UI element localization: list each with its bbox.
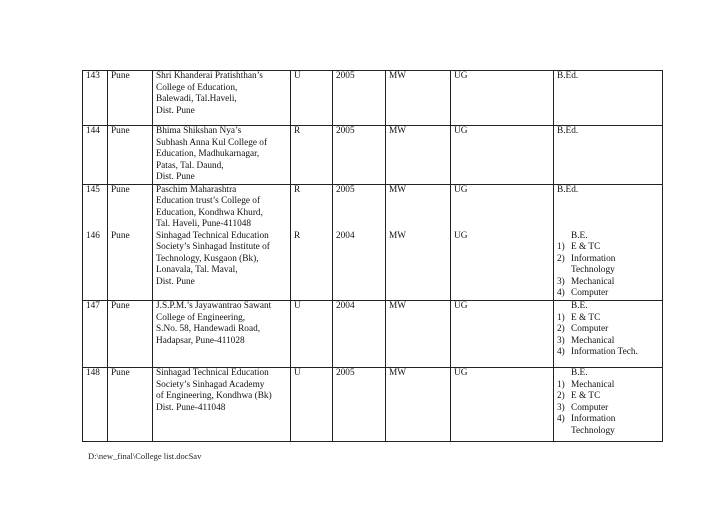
level-cell: UG <box>451 71 554 126</box>
course-item: 2) E & TC <box>557 391 601 401</box>
course-cell <box>554 368 663 442</box>
type-cell: MW <box>386 184 451 231</box>
college-name-cell: Sinhagad Technical Education Society’s Sinhagad Academy of Engineering, Kondhwa (Bk) Dist. Pune-411048 <box>153 368 291 442</box>
course-item: 3) Computer <box>557 402 609 413</box>
area-cell: R <box>291 126 333 185</box>
level-cell: UG <box>451 301 554 368</box>
college-name-cell: Shri Khanderai Pratishthan’s College of Education, Balewadi, Tal.Haveli, Dist. Pune <box>153 71 291 126</box>
year-cell: 2005 <box>333 368 386 442</box>
course-list <box>557 380 659 438</box>
course-item: 3) Mechanical <box>557 335 615 346</box>
area-cell: R <box>291 231 333 301</box>
table-row <box>83 184 663 231</box>
district-cell: Pune <box>108 231 153 301</box>
district-cell: Pune <box>108 301 153 368</box>
table-row <box>83 71 663 126</box>
college-name-cell: Paschim Maharashtra Education trust’s College of Education, Kondhwa Khurd, Tal. Haveli, Pune-411048 <box>153 184 291 231</box>
sr-no-cell: 148 <box>83 368 108 442</box>
course-head: B.E. <box>571 368 588 378</box>
year-cell: 2004 <box>333 231 386 301</box>
course-item: 1) E & TC <box>557 312 601 323</box>
sr-no-cell: 144 <box>83 126 108 185</box>
year-cell: 2004 <box>333 301 386 368</box>
course-head: B.E. <box>571 230 588 241</box>
table-row <box>83 368 663 442</box>
type-cell: MW <box>386 126 451 185</box>
course-list <box>557 313 659 359</box>
course-head: B.E. <box>571 301 588 311</box>
course-item: 2) Computer <box>557 324 609 334</box>
level-cell: UG <box>451 126 554 185</box>
level-cell: UG <box>451 184 554 231</box>
course-item: 2) Information Technology <box>557 253 616 275</box>
year-cell: 2005 <box>333 71 386 126</box>
table-row <box>83 126 663 185</box>
sr-no-cell: 147 <box>83 301 108 368</box>
type-cell: MW <box>386 71 451 126</box>
sr-no-cell: 143 <box>83 71 108 126</box>
course-cell: B.Ed. <box>554 126 663 185</box>
sr-no-cell: 146 <box>83 231 108 301</box>
area-cell: R <box>291 184 333 231</box>
type-cell: MW <box>386 231 451 301</box>
sr-no-cell: 145 <box>83 184 108 231</box>
district-cell: Pune <box>108 71 153 126</box>
area-cell: U <box>291 368 333 442</box>
course-item: 1) E & TC <box>557 242 601 252</box>
district-cell: Pune <box>108 126 153 185</box>
area-cell: U <box>291 301 333 368</box>
course-item: 4) Computer <box>557 288 609 298</box>
course-cell <box>554 231 663 301</box>
level-cell: UG <box>451 368 554 442</box>
college-list-table <box>82 70 663 442</box>
type-cell: MW <box>386 301 451 368</box>
course-item: 1) Mechanical <box>557 379 615 390</box>
table-row <box>83 231 663 301</box>
district-cell: Pune <box>108 368 153 442</box>
college-name-cell: Sinhagad Technical Education Society’s Sinhagad Institute of Technology, Kusgaon (Bk), Lonavala, Tal. Maval, Dist. Pune <box>153 231 291 301</box>
course-list <box>557 242 659 300</box>
file-path-footer: D:\new_final\College list.docSav <box>88 451 202 461</box>
college-name-cell: J.S.P.M.’s Jayawantrao Sawant College of Engineering, S.No. 58, Handewadi Road, Hadapsar, Pune-411028 <box>153 301 291 368</box>
table-row <box>83 301 663 368</box>
course-item: 4) Information Technology <box>557 414 616 436</box>
district-cell: Pune <box>108 184 153 231</box>
college-name-cell: Bhima Shikshan Nya’s Subhash Anna Kul College of Education, Madhukarnagar, Patas, Tal. Daund, Dist. Pune <box>153 126 291 185</box>
type-cell: MW <box>386 368 451 442</box>
year-cell: 2005 <box>333 184 386 231</box>
year-cell: 2005 <box>333 126 386 185</box>
course-cell: B.Ed. <box>554 71 663 126</box>
course-item: 3) Mechanical <box>557 276 615 287</box>
course-cell <box>554 301 663 368</box>
area-cell: U <box>291 71 333 126</box>
course-cell: B.Ed. <box>554 184 663 231</box>
course-item: 4) Information Tech. <box>557 347 638 357</box>
level-cell: UG <box>451 231 554 301</box>
